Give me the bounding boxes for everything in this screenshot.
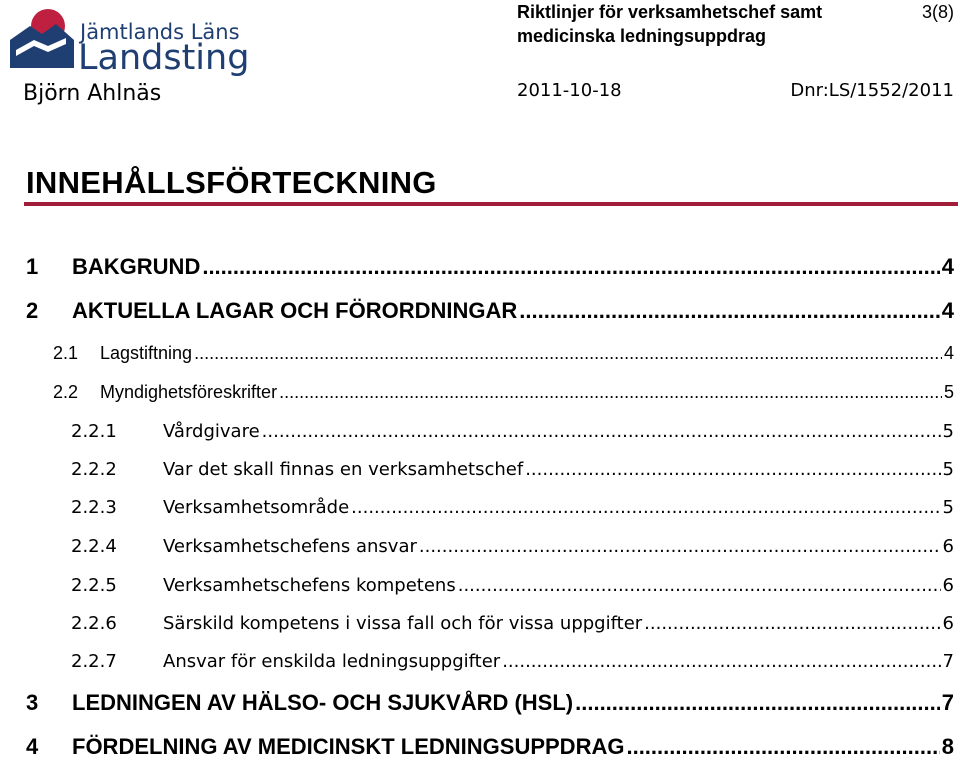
toc-entry[interactable]	[26, 734, 954, 760]
toc-entry-page: 6	[942, 536, 954, 557]
toc-entry[interactable]	[53, 382, 954, 403]
toc-entry-title: Myndighetsföreskrifter	[100, 382, 278, 402]
toc-entry-number: 2.2.3	[71, 497, 117, 518]
toc-entry[interactable]	[71, 459, 954, 480]
toc-entry-page: 4	[941, 254, 954, 279]
toc-entry[interactable]	[71, 536, 954, 557]
toc-entry-page: 5	[942, 459, 954, 480]
toc-entry-number: 2.2.2	[71, 459, 117, 480]
toc-entry-number: 2.2	[53, 382, 79, 402]
logo-text-bottom: Landsting	[78, 38, 250, 78]
toc-entry-title: LEDNINGEN AV HÄLSO- OCH SJUKVÅRD (HSL)	[72, 690, 574, 715]
toc-entry-title: Verksamhetschefens ansvar	[163, 536, 417, 557]
toc-entry-page: 6	[942, 575, 954, 596]
toc-entry-title: Särskild kompetens i vissa fall och för vissa uppgifter	[163, 613, 643, 634]
toc-entry[interactable]	[26, 254, 954, 280]
toc-entry-page: 4	[941, 298, 954, 323]
logo-text-top: Jämtlands Läns	[80, 20, 240, 44]
toc-heading: INNEHÅLLSFÖRTECKNING	[26, 165, 437, 200]
toc-entry-number: 1	[26, 254, 39, 279]
toc-entry-page: 7	[941, 690, 954, 715]
toc-entry-page: 5	[942, 497, 954, 518]
toc-entry[interactable]	[71, 497, 954, 518]
toc-entry-number: 2.2.6	[71, 613, 117, 634]
toc-leader-dots	[351, 497, 940, 518]
document-date: 2011-10-18	[517, 80, 622, 101]
toc-entry[interactable]	[53, 343, 954, 364]
toc-entry-page: 5	[943, 382, 954, 402]
toc-entry-title: FÖRDELNING AV MEDICINSKT LEDNINGSUPPDRAG	[72, 734, 625, 759]
toc-entry[interactable]	[26, 690, 954, 716]
toc-leader-dots	[419, 536, 941, 557]
toc-entry-number: 2.2.7	[71, 651, 117, 672]
toc-entry-title: AKTUELLA LAGAR OCH FÖRORDNINGAR	[72, 298, 518, 323]
toc-entry-title: Var det skall finnas en verksamhetschef	[163, 459, 524, 480]
toc-leader-dots	[458, 575, 941, 596]
toc-entry-title: Verksamhetsområde	[163, 497, 350, 518]
toc-leader-dots	[502, 651, 940, 672]
toc-entry[interactable]	[71, 651, 954, 672]
toc-leader-dots	[519, 298, 939, 324]
toc-entry[interactable]	[71, 613, 954, 634]
toc-entry-page: 8	[941, 734, 954, 759]
toc-entry-title: Verksamhetschefens kompetens	[163, 575, 456, 596]
toc-entry-number: 2.2.1	[71, 421, 117, 442]
toc-entry[interactable]	[71, 421, 954, 442]
document-title-line1: Riktlinjer för verksamhetschef samt	[517, 2, 823, 22]
toc-leader-dots	[262, 421, 941, 442]
toc-leader-dots	[194, 343, 942, 364]
toc-entry-page: 7	[942, 651, 954, 672]
toc-entry-page: 6	[942, 613, 954, 634]
toc-entry-number: 2.2.4	[71, 536, 117, 557]
document-reference-number: Dnr:LS/1552/2011	[790, 80, 954, 101]
toc-entry-page: 5	[942, 421, 954, 442]
toc-entry-number: 3	[26, 690, 39, 715]
toc-entry-number: 2.2.5	[71, 575, 117, 596]
toc-leader-dots	[644, 613, 940, 634]
page-number: 3(8)	[921, 2, 954, 22]
toc-leader-dots	[279, 382, 942, 403]
toc-entry-number: 2	[26, 298, 39, 323]
toc-leader-dots	[626, 734, 939, 760]
toc-entry-title: Lagstiftning	[100, 343, 193, 363]
toc-entry[interactable]	[71, 575, 954, 596]
toc-entry-number: 4	[26, 734, 39, 759]
toc-entry-title: Ansvar för enskilda ledningsuppgifter	[163, 651, 501, 672]
toc-leader-dots	[202, 254, 939, 280]
toc-entry-title: BAKGRUND	[72, 254, 201, 279]
author-name: Björn Ahlnäs	[23, 81, 162, 106]
document-title-line2: medicinska ledningsuppdrag	[517, 26, 767, 46]
toc-leader-dots	[525, 459, 940, 480]
toc-entry-page: 4	[943, 343, 954, 363]
toc-entry-title: Vårdgivare	[163, 421, 260, 442]
toc-entry[interactable]	[26, 298, 954, 324]
toc-entry-number: 2.1	[53, 343, 79, 363]
toc-leader-dots	[575, 690, 940, 716]
